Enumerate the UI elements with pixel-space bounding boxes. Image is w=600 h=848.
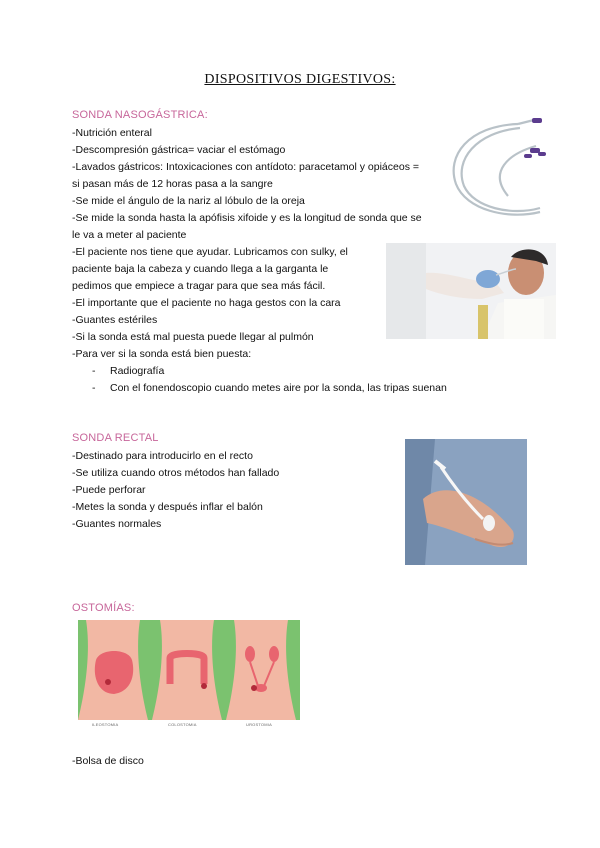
naso-line: -El paciente nos tiene que ayudar. Lubricamos con sulky, el bbox=[72, 246, 348, 258]
naso-line: -Se mide la sonda hasta la apófisis xifoide y es la longitud de sonda que se bbox=[72, 212, 422, 224]
naso-line: -Se mide el ángulo de la nariz al lóbulo de la oreja bbox=[72, 195, 305, 207]
sub-list-item: - Radiografía bbox=[92, 365, 165, 377]
document-title: DISPOSITIVOS DIGESTIVOS: bbox=[204, 72, 396, 87]
ostomy-types-diagram bbox=[78, 620, 300, 720]
rectal-line: -Destinado para introducirlo en el recto bbox=[72, 450, 253, 462]
ostomy-label: COLOSTOMIA bbox=[168, 722, 197, 727]
ostomy-label: ILEOSTOMIA bbox=[92, 722, 119, 727]
naso-line: le va a meter al paciente bbox=[72, 229, 187, 241]
naso-line: -Descompresión gástrica= vaciar el estómago bbox=[72, 144, 286, 156]
rectal-line: -Puede perforar bbox=[72, 484, 146, 496]
nasogastric-insertion-photo bbox=[386, 243, 556, 339]
section-heading-rectal: SONDA RECTAL bbox=[72, 432, 159, 444]
naso-line: -Nutrición enteral bbox=[72, 127, 152, 139]
naso-line: si pasan más de 12 horas pasa a la sangre bbox=[72, 178, 273, 190]
naso-line: paciente baja la cabeza y cuando llega a la garganta le bbox=[72, 263, 329, 275]
section-heading-ostomias: OSTOMÍAS: bbox=[72, 602, 135, 614]
sub-list-item: - Con el fonendoscopio cuando metes aire por la sonda, las tripas suenan bbox=[92, 382, 447, 394]
naso-line: -Guantes estériles bbox=[72, 314, 158, 326]
ostomy-label: UROSTOMIA bbox=[246, 722, 272, 727]
nasogastric-tube-image bbox=[448, 116, 550, 226]
naso-line: -Lavados gástricos: Intoxicaciones con antídoto: paracetamol y opiáceos = bbox=[72, 161, 419, 173]
naso-line: -El importante que el paciente no haga gestos con la cara bbox=[72, 297, 341, 309]
rectal-line: -Metes la sonda y después inflar el balón bbox=[72, 501, 263, 513]
naso-line: -Si la sonda está mal puesta puede llegar al pulmón bbox=[72, 331, 314, 343]
rectal-line: -Guantes normales bbox=[72, 518, 162, 530]
naso-line: pedimos que empiece a tragar para que sea más fácil. bbox=[72, 280, 326, 292]
rectal-line: -Se utiliza cuando otros métodos han fallado bbox=[72, 467, 280, 479]
section-heading-naso: SONDA NASOGÁSTRICA: bbox=[72, 109, 208, 121]
rectal-tube-photo bbox=[405, 439, 527, 565]
naso-line: -Para ver si la sonda está bien puesta: bbox=[72, 348, 252, 360]
ostomy-line: -Bolsa de disco bbox=[72, 755, 144, 767]
